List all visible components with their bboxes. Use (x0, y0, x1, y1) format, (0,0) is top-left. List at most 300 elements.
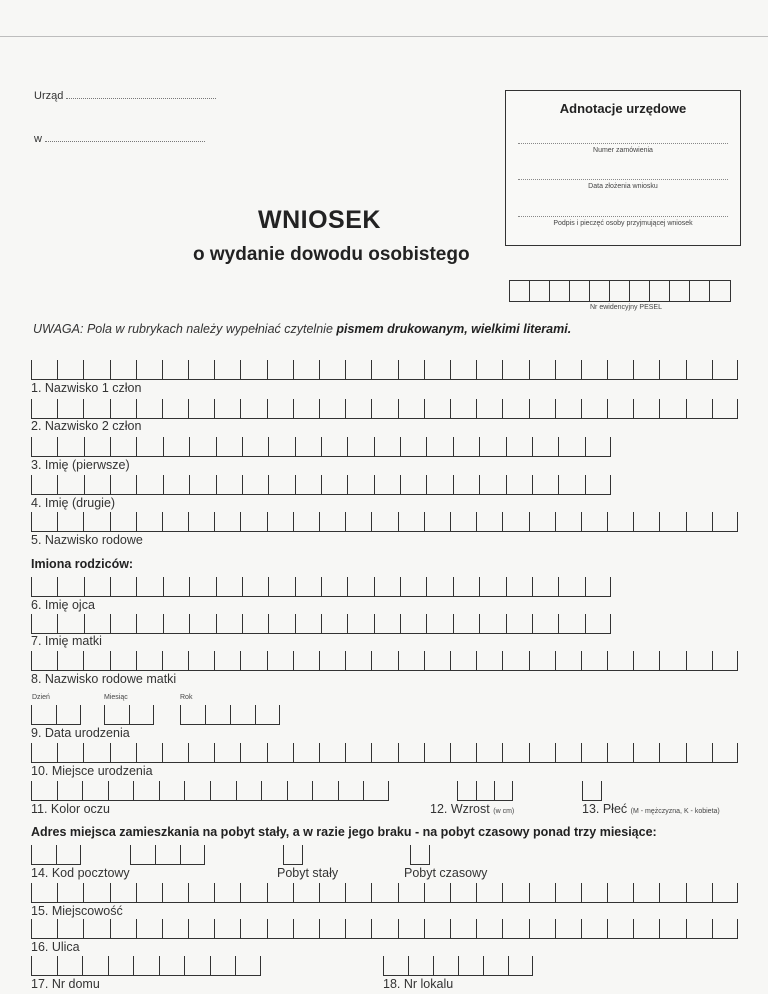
char-box-divider (162, 360, 163, 379)
char-box-divider (57, 743, 58, 762)
char-box-divider (398, 919, 399, 938)
char-box-divider (136, 512, 137, 531)
char-box-divider (555, 512, 556, 531)
char-box-divider (110, 919, 111, 938)
char-box-divider (31, 883, 32, 902)
char-box-divider (458, 956, 459, 975)
pesel-cell[interactable] (630, 281, 650, 301)
postal-code-part2-input[interactable] (130, 845, 205, 865)
char-box-divider (659, 919, 660, 938)
char-box-divider (737, 399, 738, 418)
char-box-divider (345, 651, 346, 670)
char-box-divider (268, 475, 269, 494)
char-box-divider (607, 883, 608, 902)
page-top-line (0, 36, 768, 37)
char-box-divider (57, 399, 58, 418)
char-box-divider (737, 360, 738, 379)
height-label-text: 12. Wzrost (430, 802, 490, 816)
char-box-divider (189, 614, 190, 633)
locality-input[interactable] (31, 883, 738, 903)
char-box-divider (345, 360, 346, 379)
char-box-divider (607, 651, 608, 670)
char-box-divider (268, 437, 269, 456)
char-box-divider (502, 512, 503, 531)
char-box-divider (371, 512, 372, 531)
char-box-divider (476, 360, 477, 379)
char-box-divider (162, 743, 163, 762)
char-box-divider (279, 705, 280, 724)
mother-family-name-input[interactable] (31, 651, 738, 671)
char-box-divider (83, 883, 84, 902)
char-box-divider (136, 360, 137, 379)
pesel-cell[interactable] (530, 281, 550, 301)
char-box-divider (319, 919, 320, 938)
second-name-input[interactable] (31, 475, 611, 495)
char-box-divider (57, 883, 58, 902)
apartment-number-input[interactable] (383, 956, 533, 976)
char-box-divider (601, 781, 602, 800)
char-box-divider (31, 614, 32, 633)
char-box-divider (581, 512, 582, 531)
char-box-divider (235, 956, 236, 975)
char-box-divider (712, 883, 713, 902)
char-box-divider (633, 883, 634, 902)
char-box-divider (205, 705, 206, 724)
char-box-divider (607, 360, 608, 379)
char-box-divider (712, 651, 713, 670)
char-box-divider (450, 883, 451, 902)
char-box-divider (398, 512, 399, 531)
form-title: WNIOSEK (258, 206, 381, 234)
char-box-divider (398, 360, 399, 379)
char-box-divider (295, 577, 296, 596)
char-box-divider (31, 781, 32, 800)
office-input[interactable] (66, 98, 216, 99)
char-box-divider (204, 845, 205, 864)
char-box-divider (457, 781, 458, 800)
char-box-divider (371, 399, 372, 418)
signature-line[interactable] (518, 216, 728, 217)
char-box-divider (216, 475, 217, 494)
submission-date-line[interactable] (518, 179, 728, 180)
char-box-divider (529, 512, 530, 531)
char-box-divider (283, 845, 284, 864)
father-name-label: 6. Imię ojca (31, 598, 95, 612)
char-box-divider (529, 399, 530, 418)
char-box-divider (82, 956, 83, 975)
char-box-divider (104, 705, 105, 724)
char-box-divider (607, 512, 608, 531)
char-box-divider (383, 956, 384, 975)
char-box-divider (319, 399, 320, 418)
char-box-divider (529, 919, 530, 938)
char-box-divider (424, 360, 425, 379)
sex-hint: (M - mężczyzna, K - kobieta) (630, 808, 720, 815)
char-box-divider (163, 614, 164, 633)
char-box-divider (110, 743, 111, 762)
order-number-line[interactable] (518, 143, 728, 144)
char-box-divider (321, 475, 322, 494)
char-box-divider (83, 919, 84, 938)
char-box-divider (532, 614, 533, 633)
char-box-divider (242, 437, 243, 456)
sex-input[interactable] (582, 781, 602, 801)
char-box-divider (476, 399, 477, 418)
char-box-divider (31, 845, 32, 864)
char-box-divider (371, 651, 372, 670)
char-box-divider (374, 475, 375, 494)
char-box-divider (188, 360, 189, 379)
char-box-divider (345, 919, 346, 938)
char-box-divider (56, 845, 57, 864)
mother-name-input[interactable] (31, 614, 611, 634)
char-box-divider (398, 651, 399, 670)
char-box-divider (585, 437, 586, 456)
char-box-divider (216, 577, 217, 596)
surname-2-input[interactable] (31, 399, 738, 419)
char-box-divider (712, 919, 713, 938)
char-box-divider (321, 437, 322, 456)
char-box-divider (240, 512, 241, 531)
address-header: Adres miejsca zamieszkania na pobyt stały, a w razie jego braku - na pobyt czasowy ponad trzy miesiące: (31, 825, 657, 839)
pesel-cell[interactable] (650, 281, 670, 301)
height-input[interactable] (457, 781, 513, 801)
char-box-divider (424, 743, 425, 762)
char-box-divider (581, 360, 582, 379)
char-box-divider (400, 577, 401, 596)
char-box-divider (737, 512, 738, 531)
char-box-divider (424, 883, 425, 902)
char-box-divider (371, 883, 372, 902)
birth-day-input[interactable] (31, 705, 81, 725)
char-box-divider (80, 845, 81, 864)
char-box-divider (476, 919, 477, 938)
pesel-input[interactable] (509, 280, 731, 302)
char-box-divider (453, 614, 454, 633)
pesel-cell[interactable] (710, 281, 730, 301)
char-box-divider (585, 577, 586, 596)
pesel-cell[interactable] (570, 281, 590, 301)
char-box-divider (610, 577, 611, 596)
char-box-divider (84, 614, 85, 633)
apartment-number-label: 18. Nr lokalu (383, 977, 454, 991)
char-box-divider (374, 437, 375, 456)
pesel-cell[interactable] (610, 281, 630, 301)
char-box-divider (162, 512, 163, 531)
char-box-divider (659, 360, 660, 379)
char-box-divider (159, 781, 160, 800)
temporary-residence-checkbox[interactable] (410, 845, 430, 865)
char-box-divider (293, 743, 294, 762)
official-annotations-box (505, 90, 741, 246)
char-box-divider (581, 919, 582, 938)
char-box-divider (188, 919, 189, 938)
char-box-divider (84, 475, 85, 494)
char-box-divider (479, 437, 480, 456)
house-number-label: 17. Nr domu (31, 977, 100, 991)
char-box-divider (80, 705, 81, 724)
char-box-divider (338, 781, 339, 800)
char-box-divider (424, 399, 425, 418)
char-box-divider (242, 614, 243, 633)
char-box-divider (424, 919, 425, 938)
char-box-divider (133, 956, 134, 975)
char-box-divider (502, 919, 503, 938)
pesel-cell[interactable] (550, 281, 570, 301)
year-label: Rok (180, 694, 193, 701)
char-box-divider (216, 437, 217, 456)
char-box-divider (57, 781, 58, 800)
char-box-divider (450, 651, 451, 670)
char-box-divider (295, 437, 296, 456)
char-box-divider (31, 743, 32, 762)
place-input[interactable] (45, 141, 205, 142)
char-box-divider (659, 399, 660, 418)
char-box-divider (83, 399, 84, 418)
char-box-divider (476, 743, 477, 762)
char-box-divider (371, 360, 372, 379)
char-box-divider (581, 883, 582, 902)
char-box-divider (267, 512, 268, 531)
char-box-divider (502, 399, 503, 418)
char-box-divider (83, 743, 84, 762)
char-box-divider (110, 883, 111, 902)
char-box-divider (506, 475, 507, 494)
char-box-divider (712, 399, 713, 418)
char-box-divider (130, 845, 131, 864)
char-box-divider (426, 437, 427, 456)
char-box-divider (162, 399, 163, 418)
char-box-divider (82, 781, 83, 800)
char-box-divider (57, 360, 58, 379)
char-box-divider (737, 883, 738, 902)
permanent-residence-label: Pobyt stały (277, 866, 339, 880)
char-box-divider (136, 475, 137, 494)
char-box-divider (240, 399, 241, 418)
pesel-cell[interactable] (510, 281, 530, 301)
char-box-divider (585, 614, 586, 633)
char-box-divider (532, 437, 533, 456)
char-box-divider (633, 360, 634, 379)
char-box-divider (450, 399, 451, 418)
form-subtitle: o wydanie dowodu osobistego (193, 244, 470, 265)
char-box-divider (267, 360, 268, 379)
char-box-divider (686, 399, 687, 418)
char-box-divider (712, 743, 713, 762)
char-box-divider (267, 651, 268, 670)
char-box-divider (31, 437, 32, 456)
char-box-divider (110, 651, 111, 670)
char-box-divider (188, 883, 189, 902)
parents-header: Imiona rodziców: (31, 557, 134, 571)
char-box-divider (260, 956, 261, 975)
char-box-divider (610, 475, 611, 494)
char-box-divider (240, 743, 241, 762)
note-text: UWAGA: Pola w rubrykach należy wypełniać czytelnie (33, 322, 337, 336)
char-box-divider (268, 614, 269, 633)
char-box-divider (133, 781, 134, 800)
eye-color-input[interactable] (31, 781, 389, 801)
char-box-divider (607, 919, 608, 938)
char-box-divider (633, 919, 634, 938)
char-box-divider (450, 360, 451, 379)
char-box-divider (494, 781, 495, 800)
char-box-divider (302, 845, 303, 864)
char-box-divider (388, 781, 389, 800)
char-box-divider (479, 614, 480, 633)
first-name-input[interactable] (31, 437, 611, 457)
char-box-divider (502, 651, 503, 670)
char-box-divider (398, 399, 399, 418)
char-box-divider (230, 705, 231, 724)
char-box-divider (582, 781, 583, 800)
char-box-divider (581, 743, 582, 762)
char-box-divider (686, 883, 687, 902)
char-box-divider (240, 883, 241, 902)
char-box-divider (240, 651, 241, 670)
char-box-divider (287, 781, 288, 800)
char-box-divider (610, 614, 611, 633)
char-box-divider (363, 781, 364, 800)
char-box-divider (84, 437, 85, 456)
place-label: w (34, 133, 42, 145)
birth-place-label: 10. Miejsce urodzenia (31, 764, 153, 778)
char-box-divider (633, 399, 634, 418)
char-box-divider (529, 360, 530, 379)
char-box-divider (136, 919, 137, 938)
char-box-divider (558, 437, 559, 456)
char-box-divider (659, 651, 660, 670)
birth-year-input[interactable] (180, 705, 280, 725)
char-box-divider (267, 919, 268, 938)
char-box-divider (293, 360, 294, 379)
char-box-divider (686, 743, 687, 762)
char-box-divider (242, 475, 243, 494)
char-box-divider (555, 883, 556, 902)
char-box-divider (737, 743, 738, 762)
char-box-divider (31, 399, 32, 418)
street-input[interactable] (31, 919, 738, 939)
char-box-divider (558, 475, 559, 494)
submission-date-label: Data złożenia wniosku (588, 183, 658, 190)
char-box-divider (319, 743, 320, 762)
char-box-divider (236, 781, 237, 800)
height-hint: (w cm) (493, 808, 515, 815)
char-box-divider (424, 651, 425, 670)
char-box-divider (410, 845, 411, 864)
surname-1-label: 1. Nazwisko 1 człon (31, 381, 142, 395)
char-box-divider (607, 399, 608, 418)
char-box-divider (737, 919, 738, 938)
char-box-divider (31, 475, 32, 494)
char-box-divider (585, 475, 586, 494)
char-box-divider (450, 919, 451, 938)
pesel-label: Nr ewidencyjny PESEL (590, 304, 662, 311)
char-box-divider (261, 781, 262, 800)
birth-place-input[interactable] (31, 743, 738, 763)
pesel-cell[interactable] (590, 281, 610, 301)
char-box-divider (347, 437, 348, 456)
char-box-divider (737, 651, 738, 670)
char-box-divider (581, 399, 582, 418)
temporary-residence-label: Pobyt czasowy (404, 866, 488, 880)
char-box-divider (163, 475, 164, 494)
day-label: Dzień (32, 694, 50, 701)
char-box-divider (57, 919, 58, 938)
instructions-note (33, 322, 571, 336)
char-box-divider (506, 577, 507, 596)
char-box-divider (31, 919, 32, 938)
char-box-divider (398, 883, 399, 902)
char-box-divider (426, 614, 427, 633)
char-box-divider (319, 512, 320, 531)
char-box-divider (108, 956, 109, 975)
char-box-divider (293, 883, 294, 902)
char-box-divider (529, 883, 530, 902)
char-box-divider (400, 475, 401, 494)
char-box-divider (345, 512, 346, 531)
surname-1-input[interactable] (31, 360, 738, 380)
char-box-divider (57, 956, 58, 975)
char-box-divider (214, 399, 215, 418)
char-box-divider (267, 743, 268, 762)
family-name-input[interactable] (31, 512, 738, 532)
char-box-divider (293, 399, 294, 418)
char-box-divider (483, 956, 484, 975)
pesel-cell[interactable] (670, 281, 690, 301)
postal-code-label: 14. Kod pocztowy (31, 866, 130, 880)
pesel-cell[interactable] (690, 281, 710, 301)
char-box-divider (512, 781, 513, 800)
signature-label: Podpis i pieczęć osoby przyjmującej wniosek (553, 220, 693, 227)
char-box-divider (686, 919, 687, 938)
char-box-divider (162, 651, 163, 670)
char-box-divider (184, 956, 185, 975)
permanent-residence-checkbox[interactable] (283, 845, 303, 865)
char-box-divider (508, 956, 509, 975)
char-box-divider (347, 475, 348, 494)
char-box-divider (267, 399, 268, 418)
mother-name-label: 7. Imię matki (31, 634, 102, 648)
char-box-divider (153, 705, 154, 724)
char-box-divider (83, 512, 84, 531)
char-box-divider (558, 614, 559, 633)
postal-code-part1-input[interactable] (31, 845, 81, 865)
surname-2-label: 2. Nazwisko 2 człon (31, 419, 142, 433)
char-box-divider (136, 743, 137, 762)
house-number-input[interactable] (31, 956, 261, 976)
char-box-divider (129, 705, 130, 724)
char-box-divider (712, 360, 713, 379)
char-box-divider (180, 845, 181, 864)
birth-month-input[interactable] (104, 705, 154, 725)
char-box-divider (345, 399, 346, 418)
char-box-divider (529, 651, 530, 670)
char-box-divider (83, 360, 84, 379)
char-box-divider (136, 883, 137, 902)
father-name-input[interactable] (31, 577, 611, 597)
char-box-divider (110, 360, 111, 379)
char-box-divider (188, 651, 189, 670)
char-box-divider (136, 577, 137, 596)
char-box-divider (189, 437, 190, 456)
char-box-divider (506, 614, 507, 633)
char-box-divider (159, 956, 160, 975)
char-box-divider (581, 651, 582, 670)
char-box-divider (312, 781, 313, 800)
char-box-divider (188, 512, 189, 531)
char-box-divider (426, 475, 427, 494)
